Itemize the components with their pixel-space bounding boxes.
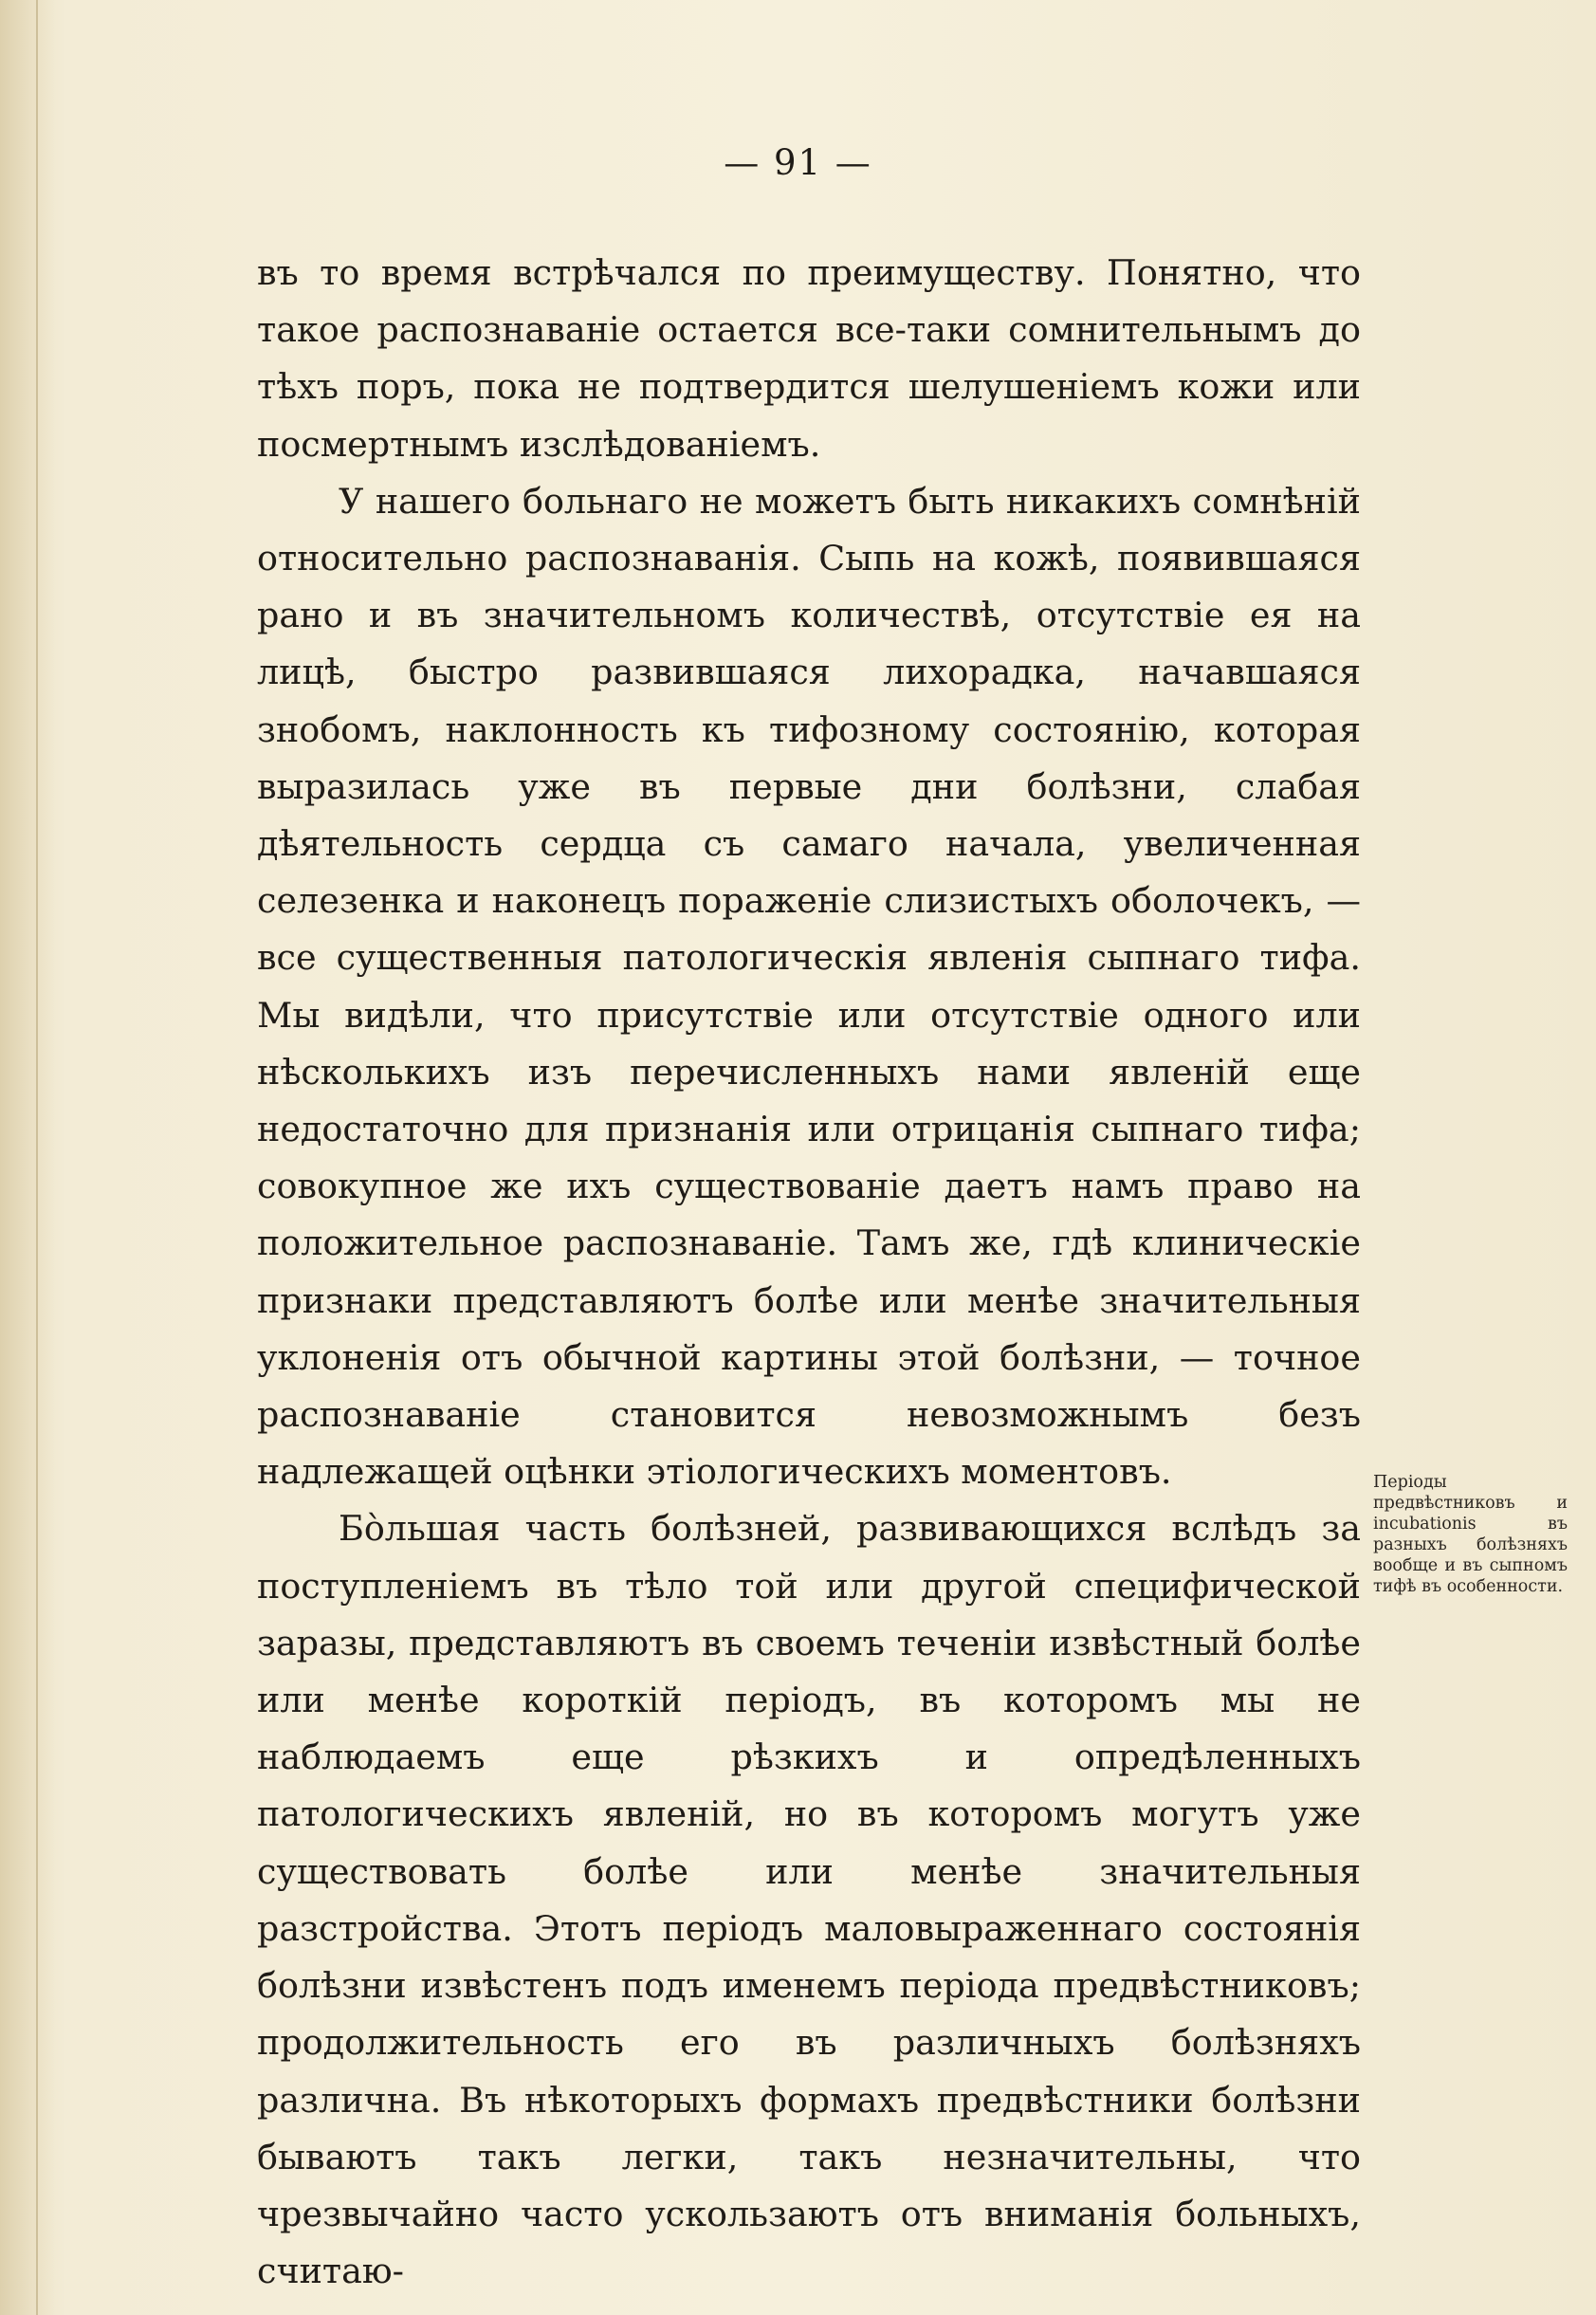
page-number: — 91 —	[724, 142, 872, 183]
binding-edge	[0, 0, 55, 2315]
paragraph-2: У нашего больнаго не можетъ быть никакихъ сомнѣнiй относительно распознаванiя. Сыпь на кожѣ, появившаяся рано и въ значительномъ количествѣ, отсутствiе ея на лицѣ, быстро развившаяся лихорадка, начавшаяся знобомъ, наклонность къ тифозному состоянiю, которая выразилась уже въ первые дни болѣзни, слабая дѣятельность сердца съ самаго начала, увеличенная селезенка и наконецъ пораженiе слизистыхъ оболочекъ, — все существенныя патологическiя явленiя сыпнаго тифа. Мы видѣли, что присутствiе или отсутствiе одного или нѣсколькихъ изъ перечисленныхъ нами явленiй еще недостаточно для признанiя или отрицанiя сыпнаго тифа; совокупное же ихъ существованiе даетъ намъ право на положительное распознаванiе. Тамъ же, гдѣ клиническiе признаки представляютъ болѣе или менѣе значительныя уклоненiя отъ обычной картины этой болѣзни, — точное распознаванiе становится невозможнымъ безъ надлежащей оцѣнки этiологическихъ моментовъ.	[257, 480, 1361, 1493]
paragraph-3: Бо̀льшая часть болѣзней, развивающихся вслѣдъ за поступленiемъ въ тѣло той или другой специфической заразы, представляютъ въ своемъ теченiи извѣстный болѣе или менѣе короткiй перiодъ, въ которомъ мы не наблюдаемъ еще рѣзкихъ и опредѣленныхъ патологическихъ явленiй, но въ которомъ могутъ уже существовать болѣе или менѣе значительныя разстройства. Этотъ перiодъ маловыраженнаго состоянiя болѣзни извѣстенъ подъ именемъ перiода предвѣстниковъ; продолжительность его въ различныхъ болѣзняхъ различна. Въ нѣкоторыхъ формахъ предвѣстники болѣзни бываютъ такъ легки, такъ незначительны, что чрезвычайно часто ускользаютъ отъ вниманiя больныхъ, считаю-	[257, 1508, 1361, 2292]
body-text	[257, 245, 1361, 2300]
margin-note: Перiоды предвѣстниковъ и incubationis въ разныхъ болѣзняхъ вообще и въ сыпномъ тифѣ въ особенности.	[1373, 1473, 1568, 1596]
paragraph-1: въ то время встрѣчался по преимуществу. Понятно, что такое распознаванiе остается все-таки сомнительнымъ до тѣхъ поръ, пока не подтвердится шелушенiемъ кожи или посмертнымъ изслѣдованiемъ.	[257, 252, 1361, 465]
